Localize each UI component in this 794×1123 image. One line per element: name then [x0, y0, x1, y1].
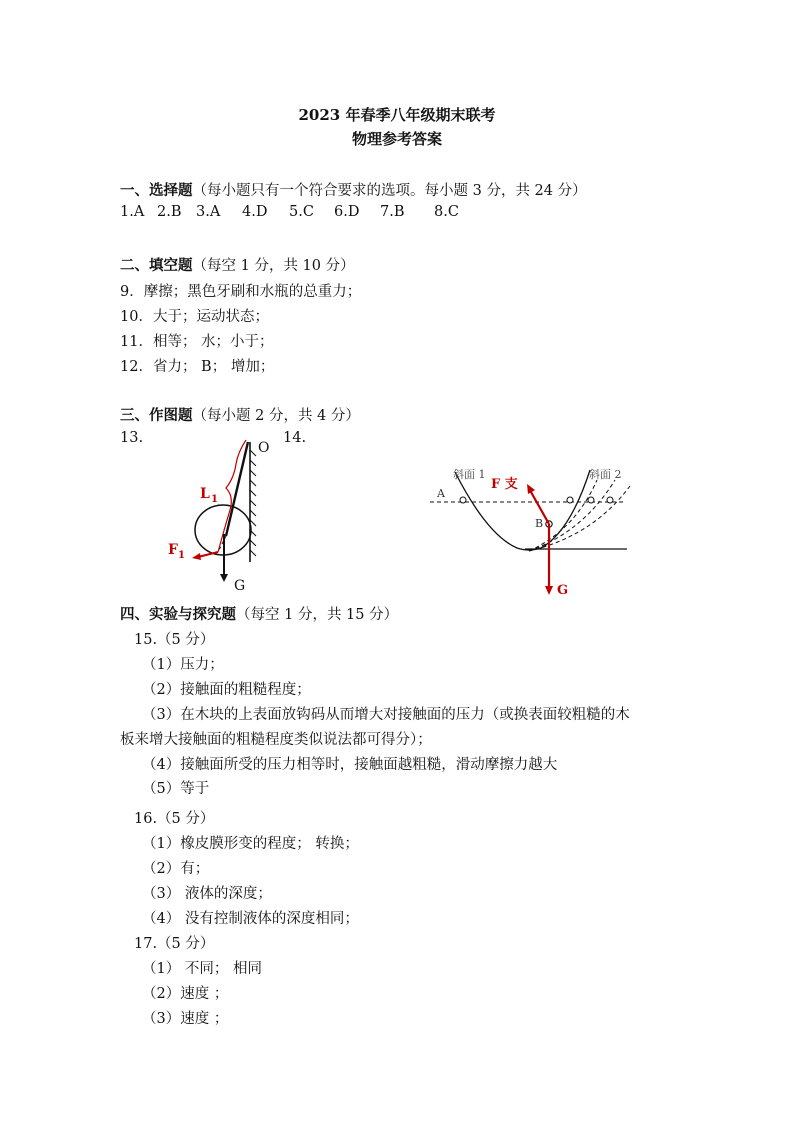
q15-answer: （5）等于 — [142, 781, 210, 797]
mc-answer: 5.C — [289, 204, 314, 220]
q13-label: 13. — [120, 430, 144, 446]
section-4-header — [120, 603, 398, 624]
q16-head: 16.（5 分） — [134, 811, 215, 827]
gravity-label: G — [557, 583, 569, 598]
gravity-arrowhead — [545, 586, 553, 595]
mc-answer: 6.D — [334, 204, 360, 220]
fill-answer-11: 11．相等； 水；小于； — [120, 334, 274, 350]
q16-answer: （4） 没有控制液体的深度相同； — [142, 911, 359, 927]
section-1-note: （每小题只有一个符合要求的选项。每小题 3 分，共 24 分） — [192, 183, 587, 199]
fill-answer-10: 10．大于；运动状态； — [120, 309, 269, 325]
page-subtitle: 物理参考答案 — [351, 130, 442, 148]
q15-answer: （2）接触面的粗糙程度； — [142, 682, 311, 698]
section-3-header — [120, 404, 360, 425]
q15-answer-continued: 板来增大接触面的粗糙程度类似说法都可得分）； — [120, 732, 432, 748]
fill-answer-9: 9．摩擦；黑色牙刷和水瓶的总重力； — [120, 284, 362, 300]
mc-answer-row — [120, 204, 459, 220]
force-label-f-sub: 1 — [178, 550, 185, 561]
track-curve — [455, 470, 590, 550]
section-2-heading: 二、填空题 — [120, 257, 193, 274]
mc-answer: 1.A — [120, 204, 145, 220]
section-4-note: （每空 1 分，共 15 分） — [236, 607, 399, 623]
q16-answer: （1）橡皮膜形变的程度； 转换； — [142, 836, 359, 852]
arm-label-l: L — [200, 486, 210, 502]
figure-14 — [425, 460, 635, 600]
wall-hatching — [250, 450, 256, 556]
q15-answer: （1）压力； — [142, 657, 224, 673]
q17-answer: （3）速度 ； — [142, 1011, 229, 1027]
mc-answer: 3.A — [196, 204, 221, 220]
gravity-label-g: G — [234, 578, 246, 594]
q17-answer: （1） 不同； 相同 — [142, 961, 262, 977]
fill-answer-12: 12．省力； B； 增加； — [120, 359, 275, 375]
dashed-slope-a — [529, 480, 597, 551]
ball-position-1 — [567, 497, 573, 503]
ball-position-a — [460, 497, 466, 503]
mc-answer: 2.B — [157, 204, 182, 220]
section-3-note: （每小题 2 分，共 4 分） — [192, 408, 360, 424]
section-3-heading: 三、作图题 — [120, 407, 193, 424]
dashed-slope-c — [529, 486, 630, 551]
dashed-slope-b — [529, 480, 615, 551]
support-force-label: F 支 — [491, 477, 518, 492]
force-f1-arrowhead — [192, 553, 201, 560]
ball-position-3 — [607, 497, 613, 503]
point-a-label: A — [437, 487, 445, 500]
gravity-arrowhead — [220, 574, 228, 582]
q17-answer: （2）速度 ； — [142, 986, 229, 1002]
q15-answer: （3）在木块的上表面放钩码从而增大对接触面的压力（或换表面较粗糙的木 — [142, 707, 630, 723]
page-title: 2023 年春季八年级期末联考 — [298, 106, 496, 124]
figure-13 — [160, 430, 290, 595]
force-label-f: F — [168, 542, 178, 558]
mc-answer: 8.C — [434, 204, 459, 220]
point-b-label: B — [535, 517, 544, 530]
section-2-header — [120, 254, 355, 275]
q15-answer: （4）接触面所受的压力相等时，接触面越粗糙，滑动摩擦力越大 — [142, 757, 558, 773]
section-1-heading: 一、选择题 — [120, 182, 193, 199]
q17-head: 17.（5 分） — [134, 936, 215, 952]
arm-brace-l1 — [218, 440, 246, 552]
arm-label-l-sub: 1 — [211, 494, 218, 505]
section-1-header — [120, 179, 587, 200]
string-line — [226, 442, 248, 536]
mc-answer: 7.B — [380, 204, 405, 220]
slope-1-label: 斜面 1 — [453, 468, 486, 481]
section-2-note: （每空 1 分，共 10 分） — [192, 258, 355, 274]
q16-answer: （2）有； — [142, 861, 210, 877]
mc-answer: 4.D — [242, 204, 268, 220]
q16-answer: （3） 液体的深度； — [142, 886, 272, 902]
section-4-heading: 四、实验与探究题 — [120, 606, 236, 623]
pivot-label-o: O — [258, 440, 270, 456]
ball-position-2 — [588, 497, 594, 503]
slope-2-label: 斜面 2 — [589, 468, 622, 481]
q14-label: 14. — [283, 430, 307, 446]
q15-head: 15.（5 分） — [134, 632, 215, 648]
